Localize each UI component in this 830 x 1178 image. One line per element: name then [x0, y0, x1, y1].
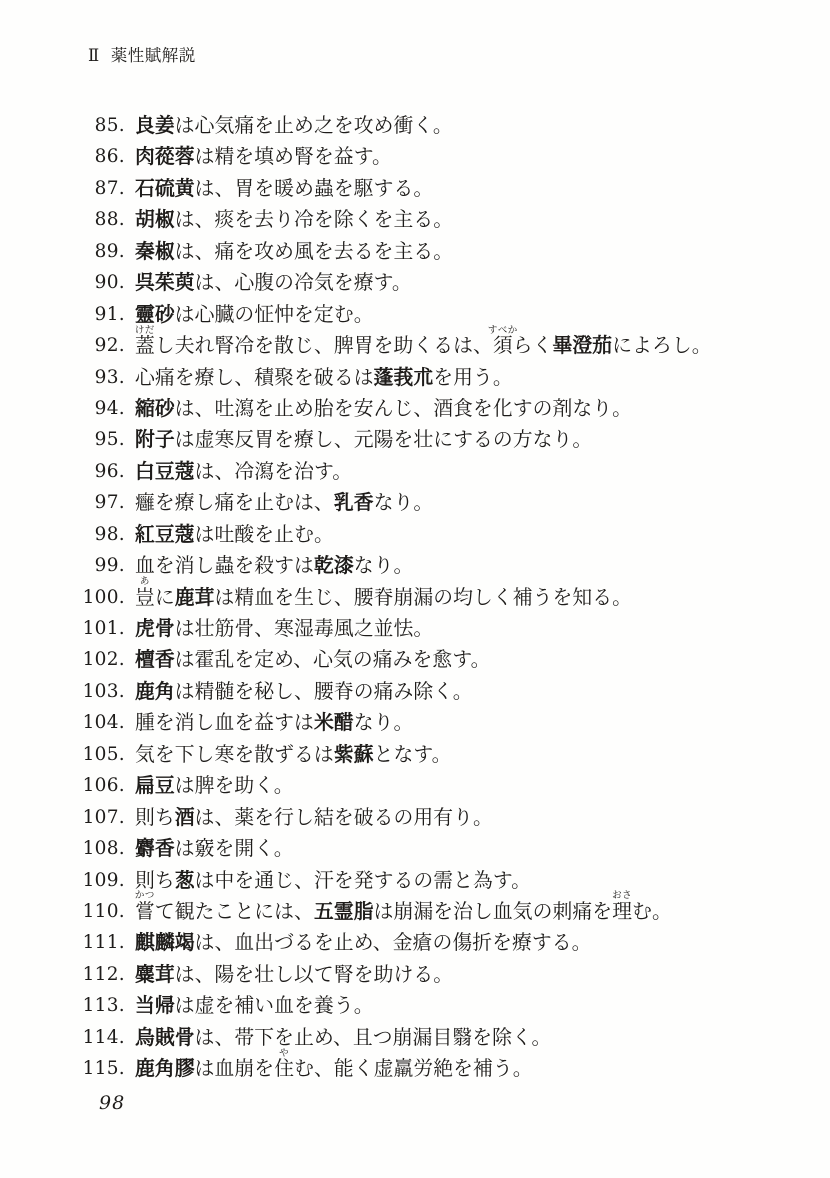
- item-text: [125, 707, 413, 738]
- list-item: [0, 802, 830, 833]
- item-text: [125, 927, 592, 958]
- item-text: [125, 393, 632, 424]
- drug-name: 胡椒: [135, 207, 175, 232]
- list-item: [0, 424, 830, 455]
- text-segment: によろし。: [612, 334, 712, 358]
- item-text: [125, 676, 473, 707]
- item-text: [125, 990, 374, 1021]
- ruby-text: かつ: [134, 890, 155, 902]
- text-segment: を用う。: [433, 365, 513, 389]
- drug-name: 畢澄茄: [552, 333, 613, 358]
- item-number: 103.: [82, 680, 125, 702]
- drug-name: 麝香: [135, 836, 175, 861]
- text-segment: 腫を消し血を益すは: [135, 711, 314, 735]
- drug-name: 鹿角: [135, 678, 175, 703]
- list-item: [0, 324, 830, 361]
- item-number: 97.: [94, 492, 125, 514]
- list-item: [0, 487, 830, 518]
- list-item: [0, 644, 830, 675]
- item-text: [125, 456, 352, 487]
- drug-name: 蓬莪朮: [373, 364, 434, 389]
- item-number: 96.: [94, 460, 125, 482]
- item-text: [125, 770, 294, 801]
- item-text: [125, 299, 374, 330]
- drug-name: 縮砂: [135, 395, 175, 420]
- drug-name: 鹿茸: [174, 584, 215, 609]
- list-item: [0, 770, 830, 801]
- drug-name: 秦椒: [135, 238, 175, 263]
- drug-name: 五霊脂: [313, 898, 374, 923]
- text-segment: は壮筋骨、寒湿毒風之並怯。: [174, 617, 434, 640]
- drug-name: 乾漆: [313, 553, 354, 578]
- text-segment: は霍乱を定め、心気の痛みを愈す。: [174, 648, 491, 672]
- drug-name: 葱: [174, 867, 195, 892]
- item-text: [125, 865, 531, 896]
- list-item: [0, 959, 830, 990]
- text-segment: なり。: [373, 491, 434, 515]
- list-item: [0, 1047, 830, 1084]
- list-item: [0, 890, 830, 927]
- list-item: [0, 299, 830, 330]
- text-segment: は虚を補い血を養う。: [174, 994, 374, 1018]
- drug-name: 麋茸: [135, 961, 175, 986]
- item-number: 109.: [82, 869, 125, 891]
- list-item: [0, 707, 830, 738]
- text-segment: は精血を生じ、腰脊崩漏の均しく補うを知る。: [214, 585, 633, 609]
- item-number: 110.: [82, 900, 125, 922]
- drug-name: 良姜: [135, 113, 175, 137]
- item-text: [125, 959, 453, 990]
- text-segment: は、血出づるを止め、金瘡の傷折を療する。: [194, 931, 592, 955]
- list-item: [0, 456, 830, 487]
- drug-name: 肉蓯蓉: [135, 144, 195, 169]
- text-segment: なり。: [353, 711, 414, 735]
- text-segment: む、能く虚羸労絶を補う。: [294, 1057, 533, 1081]
- ruby-base: けだ 蓋: [134, 324, 155, 358]
- text-segment: に: [154, 585, 175, 609]
- item-number: 90.: [94, 272, 125, 294]
- item-number: 89.: [94, 240, 125, 262]
- drug-name: 檀香: [135, 647, 175, 672]
- item-number: 99.: [94, 555, 125, 577]
- item-number: 106.: [82, 775, 125, 797]
- text-segment: し夫れ腎冷を散じ、脾胃を助くるは、: [154, 334, 493, 358]
- drug-name: 靈砂: [135, 301, 175, 326]
- text-segment: は竅を開く。: [174, 837, 294, 861]
- text-segment: は崩漏を治し血気の刺痛を: [373, 899, 613, 923]
- ruby-base: おさ 理: [612, 890, 633, 923]
- item-text: [125, 576, 633, 613]
- list-item: [0, 110, 830, 141]
- text-segment: は虚寒反胃を療し、元陽を壮にするの方なり。: [174, 428, 593, 452]
- ruby-base: あ 豈: [135, 576, 155, 609]
- item-number: 113.: [82, 995, 125, 1017]
- drug-name: 米醋: [313, 710, 354, 735]
- item-number: 87.: [94, 177, 125, 199]
- text-segment: て観たことには、: [154, 899, 314, 923]
- text-segment: は脾を助く。: [174, 774, 294, 798]
- item-number: 115.: [82, 1058, 125, 1080]
- item-text: [125, 644, 491, 675]
- item-number: 86.: [94, 146, 125, 168]
- text-segment: は、痰を去り冷を除くを主る。: [174, 208, 454, 232]
- ruby-text: すべか: [487, 324, 518, 336]
- item-number: 94.: [94, 397, 125, 419]
- ruby-base: すべか 須: [487, 324, 518, 358]
- list-item: [0, 613, 830, 644]
- list-item: [0, 990, 830, 1021]
- text-segment: となす。: [373, 742, 452, 766]
- item-text: [125, 173, 433, 204]
- item-number: 100.: [82, 586, 125, 608]
- item-number: 114.: [82, 1026, 125, 1048]
- item-number: 93.: [94, 366, 125, 388]
- item-text: [125, 362, 513, 393]
- list-item: [0, 676, 830, 707]
- drug-name: 酒: [174, 804, 195, 829]
- ruby-text: けだ: [134, 324, 155, 336]
- drug-name: 呉茱萸: [135, 270, 195, 295]
- item-number: 111.: [82, 932, 125, 954]
- text-segment: 心痛を療し、積聚を破るは: [135, 365, 374, 389]
- list-item: [0, 204, 830, 235]
- list-item: [0, 865, 830, 896]
- list-item: [0, 393, 830, 424]
- page-number: 98: [99, 1092, 126, 1114]
- text-segment: 気を下し寒を散ずるは: [135, 742, 334, 766]
- text-segment: は血崩を: [194, 1057, 275, 1081]
- drug-name: 附子: [135, 427, 175, 452]
- list-item: [0, 141, 830, 172]
- item-text: [125, 267, 412, 298]
- drug-name: 虎骨: [135, 616, 175, 640]
- list-item: [0, 550, 830, 581]
- list-item: [0, 1022, 830, 1053]
- list-item: [0, 927, 830, 958]
- drug-name: 石硫黄: [135, 175, 195, 200]
- drug-name: 扁豆: [135, 773, 175, 798]
- text-segment: は、痛を攻め風を去るを主る。: [174, 239, 454, 263]
- list-item: [0, 362, 830, 393]
- item-text: [125, 613, 433, 644]
- item-number: 105.: [82, 743, 125, 765]
- text-segment: は、帯下を止め、且つ崩漏目翳を除く。: [194, 1025, 552, 1049]
- item-text: [125, 1022, 551, 1053]
- text-segment: は、胃を暖め蟲を駆する。: [194, 176, 434, 200]
- item-text: [125, 890, 672, 927]
- item-text: [125, 110, 453, 141]
- section-title: 薬性賦解説: [110, 46, 196, 65]
- text-segment: は吐酸を止む。: [194, 522, 334, 546]
- item-number: 101.: [82, 618, 125, 639]
- text-segment: は精髄を秘し、腰脊の痛み除く。: [174, 679, 473, 703]
- item-number: 108.: [82, 838, 125, 860]
- item-number: 98.: [94, 523, 125, 545]
- item-text: [125, 487, 433, 518]
- ruby-text: あ: [139, 576, 150, 588]
- drug-name: 乳香: [333, 490, 374, 515]
- text-segment: 血を消し蟲を殺すは: [135, 554, 314, 578]
- item-text: [125, 1047, 533, 1084]
- item-number: 112.: [82, 963, 125, 985]
- drug-name: 麒麟竭: [135, 930, 195, 955]
- item-number: 91.: [94, 303, 125, 325]
- drug-name: 烏賊骨: [135, 1024, 195, 1049]
- item-number: 85.: [94, 115, 125, 136]
- list-item: [0, 576, 830, 613]
- list-item: [0, 173, 830, 204]
- text-segment: は中を通じ、汗を発するの需と為す。: [194, 868, 532, 892]
- item-text: [125, 833, 294, 864]
- item-text: [125, 550, 413, 581]
- item-number: 88.: [94, 209, 125, 231]
- text-segment: 癰を療し痛を止むは、: [135, 491, 334, 515]
- ruby-text: おさ: [612, 890, 633, 902]
- list-item: [0, 519, 830, 550]
- text-segment: は、陽を壮し以て腎を助ける。: [174, 962, 454, 986]
- text-segment: は精を填め腎を益す。: [194, 145, 392, 169]
- ruby-base: や 住: [274, 1047, 295, 1081]
- list-item: [0, 236, 830, 267]
- item-text: [125, 141, 392, 172]
- text-segment: む。: [632, 899, 672, 923]
- item-text: [125, 324, 712, 361]
- text-segment: は、吐瀉を止め胎を安んじ、酒食を化すの剤なり。: [174, 396, 633, 420]
- item-text: [125, 204, 453, 235]
- text-segment: は心気痛を止め之を攻め衝く。: [174, 114, 453, 137]
- text-segment: 則ち: [135, 805, 175, 829]
- item-number: 92.: [94, 335, 125, 357]
- drug-name: 鹿角膠: [135, 1056, 195, 1081]
- text-segment: は、冷瀉を治す。: [194, 459, 353, 483]
- list-item: [0, 833, 830, 864]
- item-number: 95.: [94, 429, 125, 451]
- running-head: [88, 44, 196, 68]
- text-segment: は心臓の怔忡を定む。: [174, 302, 374, 326]
- item-list: [0, 110, 830, 1085]
- item-text: [125, 739, 452, 770]
- item-text: [125, 236, 453, 267]
- item-number: 107.: [82, 806, 125, 828]
- item-text: [125, 802, 493, 833]
- item-text: [125, 424, 592, 455]
- item-text: [125, 519, 334, 550]
- ruby-base: かつ 嘗: [134, 890, 155, 923]
- text-segment: は、心腹の冷気を療す。: [194, 271, 412, 295]
- text-segment: なり。: [353, 554, 414, 578]
- item-number: 102.: [82, 649, 125, 671]
- drug-name: 当帰: [135, 993, 175, 1018]
- ruby-text: や: [279, 1047, 290, 1059]
- section-number: Ⅱ: [88, 46, 100, 65]
- list-item: [0, 739, 830, 770]
- list-item: [0, 267, 830, 298]
- item-number: 104.: [82, 712, 125, 734]
- drug-name: 紫蘇: [333, 741, 374, 766]
- text-segment: は、薬を行し結を破るの用有り。: [194, 805, 493, 829]
- text-segment: らく: [512, 334, 553, 358]
- drug-name: 白豆蔻: [135, 458, 195, 483]
- drug-name: 紅豆蔻: [135, 521, 195, 546]
- text-segment: 則ち: [135, 868, 175, 892]
